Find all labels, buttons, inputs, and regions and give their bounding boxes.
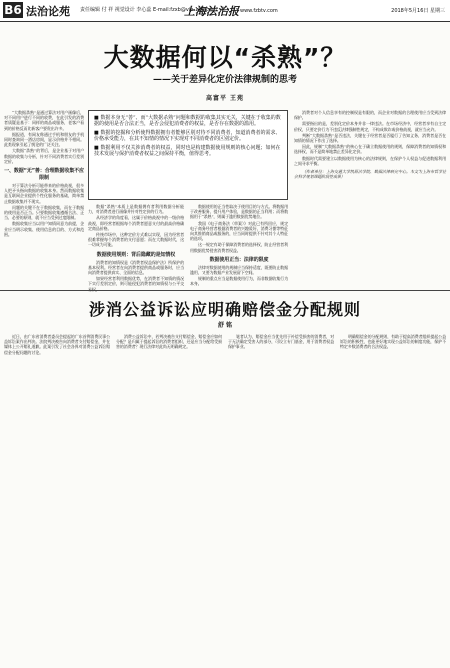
article-subhead: ——关于差异化定价法律规制的思考 [152,75,297,85]
square-bullet-icon: ■ [94,144,101,151]
section-subtitle: 数据使用规则：背后隐藏的是知情权 [96,251,176,258]
section-title: 法治论苑 [26,5,70,18]
article2-headline: 涉消公益诉讼应明确赔偿金分配规则 [88,300,361,319]
newspaper-url: www.fzbtv.com [240,8,278,14]
issue-date: 2018年5月16日 星期三 [391,8,445,14]
article2-byline: 舒 铭 [217,322,233,329]
article-column-4: 消费者对个人信息享有的控制权是有限的，而企业对数据的合理使用应当受到法律保护。 需要指出的是，差别化定价本身并非一律违法。在市场经济中，经营者享有自主定价权，只要定价行为不违反法律强制性规定，不构成欺诈或价格歧视，就应当允许。 判断“大数据杀熟”是否违法，关键在于经营者是否履行了告知义务，消费者是否在知情的情况下作出了选择。 因此，规制“大数据杀熟”的核心在于确立数据使用的规则，保障消费者的知情权和选择权，而不是简单地禁止差异化定价。 数据时代需要建立以数据使用为核心的法律规则，在保护个人权益与促进数据利用之间寻求平衡。 （作者单位：上海交通大学凯原法学院、数据法律研究中心。本文为上海市哲学社会科学规划课题阶段性成果） [294,110,446,180]
newspaper-logo: 上海法治报 [184,5,239,18]
section-subtitle: 一、数据“无”善：合理数据收集不应限制 [4,168,84,182]
article-divider [0,290,450,291]
article2-column-1: 近日，由广东省消费者委员会提起的广东首例消费民事公益诉讼案作出判决。法院判决被告向消费者支付赔偿金，并在媒体上公开赔礼道歉。此案引发了社会各界对消费公益诉讼赔偿金分配问题的讨论。 [4,334,110,355]
article-column-1: “大数据杀熟”是通过算法对用户画像后，对不同用户进行不同的收费，在此引发的消费者质疑是基于：同样的商品或服务，老客户看到的价格反而比新客户要贵出许多。 据报道，有网友称通过手机和朋友的手机同时查询同一酒店房间，显示价格并不相同。此类现象引起了舆论的广泛关注。 大数据“杀熟”的背后，是企业基于对用户数据的收集与分析，针对不同消费者实行差别定价。 一、数据“无”善：合理数据收集不应限制 对于算法分析可能带来的价格歧视，很多人把矛头指向数据的收集本身。然而数据收集是互联网企业提供个性化服务的基础，简单禁止数据收集并不现实。 问题的关键不在于数据收集，而在于数据的使用是否正当。只要数据收集遵循合法、正当、必要的原则，就不应当受到过度限制。 数据收集应当以用户知情同意为前提，企业应当明示收集、使用信息的目的、方式和范围。 [4,110,84,237]
article-byline: 高富平 王苑 [205,95,245,102]
square-bullet-icon: ■ [94,115,101,121]
article-column-3: 数据使用的正当性取决于使用目的与方式。将数据用于改善服务、提升用户体验，是数据的正当利用；而将数据用于“杀熟”，则属于滥用数据优势地位。 我国《电子商务法（草案）》对此已有所回应，规定电子商务经营者根据消费者的兴趣爱好、消费习惯等特征向其推销商品或服务的，应当同时提供不针对其个人特征的选项。 这一规定有助于保障消费者的选择权，防止经营者利用数据优势侵害消费者权益。 数据使用正当：法律的限度 法律对数据使用的规制应当保持适度，既要防止数据滥用，又要为数据产业发展留下空间。 规制的重点应当是数据使用行为，而非数据收集行为本身。 [190,204,288,287]
article-column-2: 数据“杀熟”本质上是数据拥有者利用数据分析能力，对消费者进行画像并针对性定价的行为。 从经济学的角度看，这属于价格歧视中的一级价格歧视，即经营者根据每个消费者愿意支付的最高价格确定商品价格。 传统市场中，这种定价方式难以实现，因为经营者很难掌握每个消费者的支付意愿；而在大数据时代，这一切成为可能。 数据使用规则：背后隐藏的是知情权 消费者的知情权是《消费者权益保护法》所保护的基本权利。经营者在向消费者提供商品或服务时，应当向消费者提供真实、全面的信息。 如果经营者利用数据优势，在消费者不知情的情况下实行差别定价，则可能侵犯消费者的知情权与公平交 [88,204,184,287]
author-note: （作者单位：上海交通大学凯原法学院、数据法律研究中心。本文为上海市哲学社会科学规划课题阶段性成果） [294,169,446,180]
article2-column-3: 笔者认为，赔偿金应当优先用于补偿受损害的消费者，对于无法确定受害人的部分，可设立专门基金，用于消费者权益保护事业。 [228,334,334,350]
editor-credits: 责任编辑 付 祥 视觉设计 李心蕊 E-mail:fzxb@vip.126.com [80,7,217,13]
summary-box [88,110,288,200]
article2-column-4: 明确赔偿金的分配规则，有助于提高消费者组织提起公益诉讼的积极性，也能更好地实现公益诉讼的制度功能，保护不特定多数消费者的合法权益。 [340,334,446,350]
section-subtitle: 数据使用正当：法律的限度 [209,256,269,263]
summary-point: ■ 数据本身无“善”、而“大数据杀熟”问题和数据的收集其实无关，关键在于收集的数据的使用是否合法正当，是否会侵犯消费者的权益，是否存在数据的滥用。 [94,115,281,128]
summary-point: ■ 数据的挖掘和分析使得数据拥有者能够区别对待不同消费者，知道消费者的需求、价格承受能力，在其不知情的情况下实现对不同消费者的区别定价。 [94,129,281,143]
square-bullet-icon: ■ [94,129,101,136]
summary-point: ■ 数据利用不仅关涉消费者的权益，同时也是构建数据使用规则的核心问题；如何在技术发展与保护消费者权益之间保持平衡，值得思考。 [94,144,281,158]
article2-column-2: 消费公益诉讼中，若判决被告支付赔偿金，赔偿金应如何分配？是归属于提起诉讼的消费者组织，还是应当分配给受损害的消费者？现行法律对此尚无明确规定。 [116,334,222,350]
masthead [0,0,450,22]
page-number: B6 [4,3,22,17]
article-headline: 大数据何以“杀熟”？ [103,43,347,72]
